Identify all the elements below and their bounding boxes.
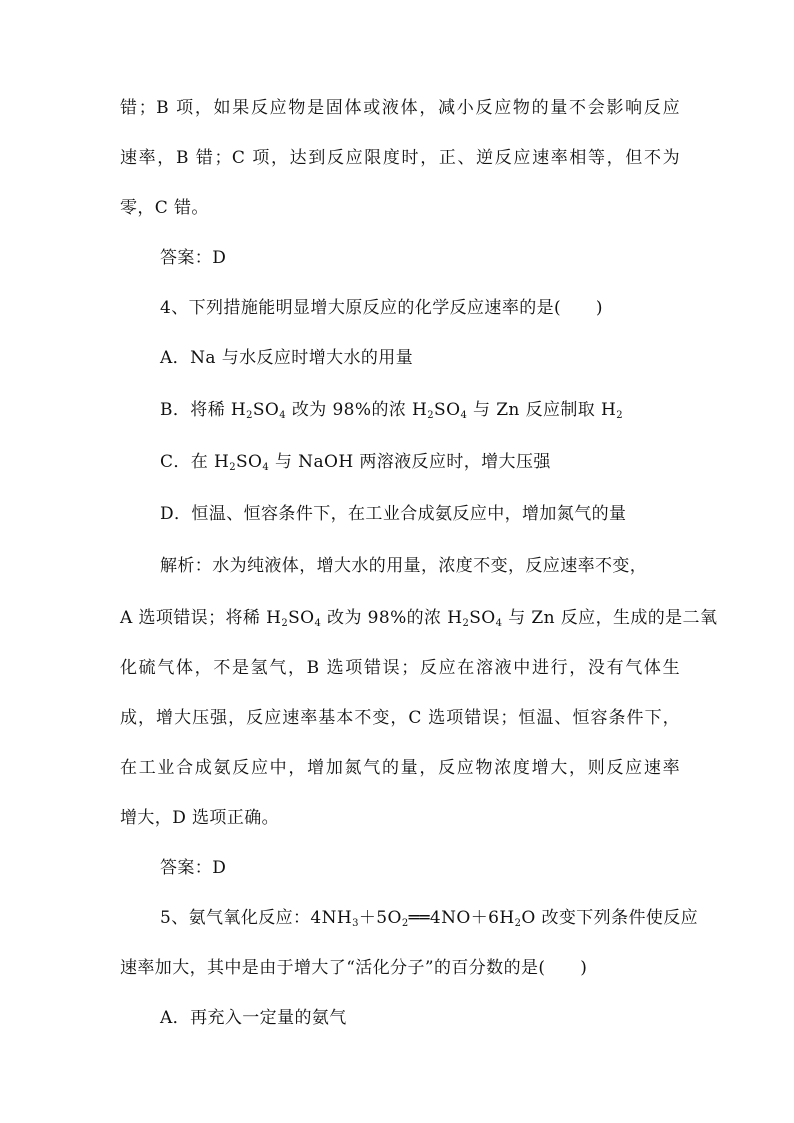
subscript: 4 [279, 410, 287, 421]
text-run: B．将稀 H [160, 400, 247, 420]
text-run: SO [469, 608, 496, 628]
prev-explanation-line-3: 零，C 错。 [120, 198, 209, 218]
text-run: 改为 98%的浓 H [286, 400, 428, 420]
text-run: SO [236, 452, 263, 472]
q4-option-a: A．Na 与水反应时增大水的用量 [160, 348, 414, 368]
subscript: 4 [495, 618, 503, 629]
q4-explanation-line-5: 在工业合成氨反应中，增加氮气的量，反应物浓度增大，则反应速率 [120, 758, 680, 778]
subscript: 2 [281, 618, 289, 629]
subscript: 2 [427, 410, 435, 421]
text-run: SO [252, 400, 280, 420]
q4-explanation-line-2 [120, 606, 718, 630]
text-run: 与 Zn 反应，生成的是二氧 [502, 608, 718, 628]
subscript: 2 [229, 462, 237, 473]
text-run: SO [288, 608, 315, 628]
text-run: ＋5O [358, 908, 402, 928]
q4-explanation-line-6: 增大，D 选项正确。 [120, 808, 280, 828]
subscript: 4 [262, 462, 270, 473]
subscript: 3 [352, 918, 359, 929]
subscript: 2 [462, 618, 470, 629]
q4-answer: 答案：D [160, 858, 227, 878]
text-run: ══4NO＋6H [408, 908, 515, 928]
q4-option-d: D．恒温、恒容条件下，在工业合成氨反应中，增加氮气的量 [160, 504, 627, 524]
q4-explanation-line-3: 化硫气体，不是氢气，B 选项错误；反应在溶液中进行，没有气体生 [120, 658, 680, 678]
q4-explanation-line-4: 成，增大压强，反应速率基本不变，C 选项错误；恒温、恒容条件下， [120, 708, 680, 728]
text-run: 与 NaOH 两溶液反应时，增大压强 [269, 452, 551, 472]
subscript: 2 [514, 918, 522, 929]
text-run: A 选项错误；将稀 H [120, 608, 282, 628]
q5-option-a: A．再充入一定量的氨气 [160, 1008, 347, 1028]
text-run: SO [434, 400, 461, 420]
subscript: 2 [246, 410, 253, 421]
q5-stem-line-2: 速率加大，其中是由于增大了“活化分子”的百分数的是( ) [120, 958, 588, 978]
q4-option-c [160, 450, 720, 474]
text-run: 与 Zn 反应制取 H [467, 400, 617, 420]
prev-explanation-line-2: 速率，B 错；C 项，达到反应限度时，正、逆反应速率相等，但不为 [120, 148, 680, 168]
q4-option-b [160, 398, 720, 422]
text-run: O 改变下列条件使反应 [521, 908, 699, 928]
text-run: 改为 98%的浓 H [321, 608, 463, 628]
text-run: 5、氨气氧化反应：4NH [160, 908, 353, 928]
q4-stem: 4、下列措施能明显增大原反应的化学反应速率的是( ) [160, 298, 603, 318]
text-run: C．在 H [160, 452, 230, 472]
subscript: 4 [314, 618, 322, 629]
prev-explanation-line-1: 错；B 项，如果反应物是固体或液体，减小反应物的量不会影响反应 [120, 98, 680, 118]
q3-answer: 答案：D [160, 248, 227, 268]
q4-explanation-line-1: 解析：水为纯液体，增大水的用量，浓度不变，反应速率不变， [160, 556, 648, 576]
subscript: 2 [616, 410, 623, 421]
q5-stem-line-1 [160, 906, 720, 930]
subscript: 2 [401, 918, 409, 929]
subscript: 4 [460, 410, 468, 421]
